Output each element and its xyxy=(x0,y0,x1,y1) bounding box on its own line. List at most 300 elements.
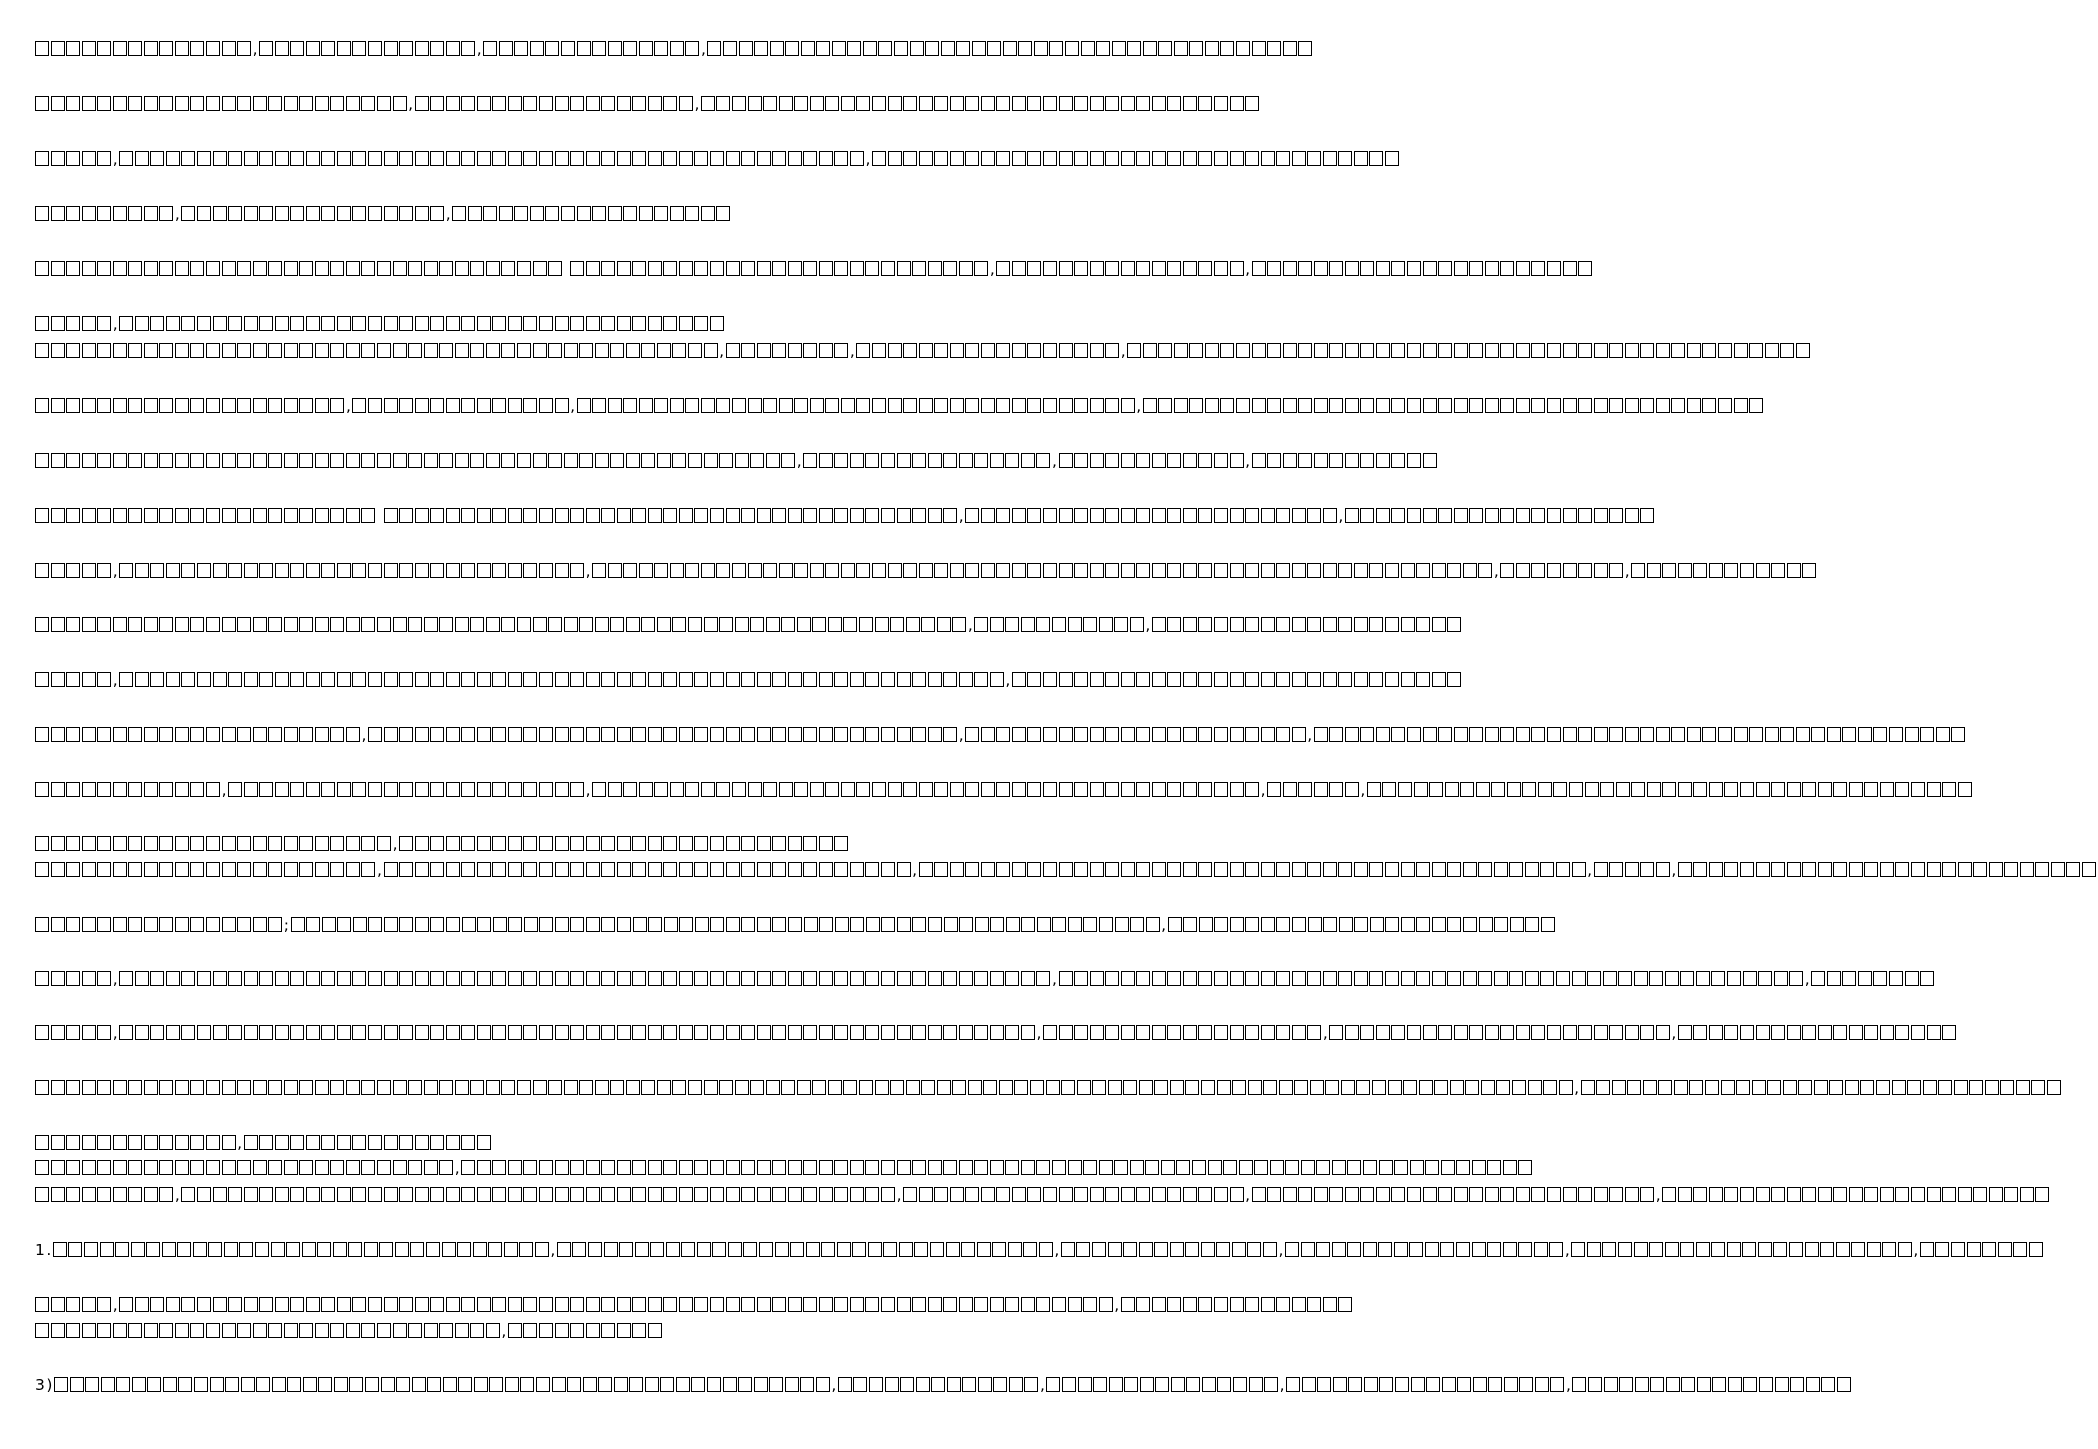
missing-glyph xyxy=(1314,782,1328,797)
missing-glyph xyxy=(1796,343,1810,358)
missing-glyph xyxy=(206,1135,220,1150)
missing-glyph xyxy=(1230,971,1244,986)
missing-glyph xyxy=(579,1080,593,1095)
missing-glyph xyxy=(579,453,593,468)
missing-glyph xyxy=(716,206,730,221)
missing-glyph xyxy=(772,1160,786,1175)
missing-glyph xyxy=(35,41,49,56)
missing-glyph xyxy=(1276,727,1290,742)
missing-glyph xyxy=(97,563,111,578)
missing-glyph xyxy=(2000,1080,2014,1095)
missing-glyph xyxy=(268,1080,282,1095)
missing-glyph xyxy=(1845,1080,1859,1095)
missing-glyph xyxy=(1314,1187,1328,1202)
missing-glyph xyxy=(228,206,242,221)
missing-glyph xyxy=(197,672,211,687)
missing-glyph xyxy=(865,971,879,986)
missing-glyph xyxy=(679,316,693,331)
missing-glyph xyxy=(1454,261,1468,276)
missing-glyph xyxy=(950,782,964,797)
missing-glyph xyxy=(1702,343,1716,358)
missing-glyph xyxy=(1105,1187,1119,1202)
missing-glyph xyxy=(446,782,460,797)
missing-glyph xyxy=(648,1025,662,1040)
missing-glyph xyxy=(1463,917,1477,932)
missing-glyph xyxy=(455,1080,469,1095)
missing-glyph xyxy=(523,1297,537,1312)
missing-glyph xyxy=(555,1323,569,1338)
text-line xyxy=(35,1374,1571,1396)
missing-glyph xyxy=(872,398,886,413)
missing-glyph xyxy=(821,1242,835,1257)
missing-glyph xyxy=(97,836,111,851)
missing-glyph xyxy=(803,727,817,742)
missing-glyph xyxy=(128,617,142,632)
missing-glyph xyxy=(781,453,795,468)
missing-glyph xyxy=(330,343,344,358)
missing-glyph xyxy=(51,1323,65,1338)
missing-glyph xyxy=(1969,1080,1983,1095)
missing-glyph xyxy=(1509,862,1523,877)
missing-glyph xyxy=(772,151,786,166)
missing-glyph xyxy=(654,41,668,56)
missing-glyph xyxy=(803,508,817,523)
missing-glyph xyxy=(586,1323,600,1338)
missing-glyph xyxy=(66,316,80,331)
missing-glyph xyxy=(1445,782,1459,797)
missing-glyph xyxy=(1525,917,1539,932)
missing-glyph xyxy=(626,343,640,358)
missing-glyph xyxy=(175,1135,189,1150)
text-line xyxy=(35,505,1344,527)
missing-glyph xyxy=(555,862,569,877)
missing-glyph xyxy=(779,398,793,413)
missing-glyph xyxy=(508,398,522,413)
missing-glyph xyxy=(384,1135,398,1150)
missing-glyph xyxy=(1674,1080,1688,1095)
missing-glyph xyxy=(1432,862,1446,877)
missing-glyph xyxy=(424,1160,438,1175)
missing-glyph xyxy=(772,1187,786,1202)
missing-glyph xyxy=(883,1242,897,1257)
missing-glyph xyxy=(1276,1297,1290,1312)
missing-glyph xyxy=(1354,672,1368,687)
missing-glyph xyxy=(1152,862,1166,877)
missing-glyph xyxy=(1338,151,1352,166)
missing-glyph xyxy=(788,343,802,358)
missing-glyph xyxy=(1198,261,1212,276)
missing-glyph xyxy=(228,1025,242,1040)
missing-glyph xyxy=(741,1187,755,1202)
missing-glyph xyxy=(128,862,142,877)
missing-glyph xyxy=(1364,1377,1378,1392)
missing-glyph xyxy=(97,1297,111,1312)
missing-glyph xyxy=(97,862,111,877)
missing-glyph xyxy=(461,316,475,331)
missing-glyph xyxy=(1447,563,1461,578)
missing-glyph xyxy=(275,1025,289,1040)
missing-glyph xyxy=(1927,1025,1941,1040)
missing-glyph xyxy=(1314,343,1328,358)
missing-glyph xyxy=(1479,917,1493,932)
missing-glyph xyxy=(82,727,96,742)
missing-glyph xyxy=(222,1160,236,1175)
missing-glyph xyxy=(361,508,375,523)
missing-glyph xyxy=(623,206,637,221)
missing-glyph xyxy=(131,1242,145,1257)
missing-glyph xyxy=(555,1160,569,1175)
missing-glyph xyxy=(819,453,833,468)
missing-glyph xyxy=(430,206,444,221)
missing-glyph xyxy=(810,782,824,797)
missing-glyph xyxy=(1123,1242,1137,1257)
missing-glyph xyxy=(741,727,755,742)
missing-glyph xyxy=(1108,1080,1122,1095)
missing-glyph xyxy=(881,1187,895,1202)
missing-glyph xyxy=(579,343,593,358)
missing-glyph xyxy=(1367,782,1381,797)
missing-glyph xyxy=(1345,343,1359,358)
missing-glyph xyxy=(1864,1187,1878,1202)
missing-glyph xyxy=(1429,782,1443,797)
missing-glyph xyxy=(1372,1080,1386,1095)
missing-glyph xyxy=(181,1297,195,1312)
missing-glyph xyxy=(473,1242,487,1257)
missing-glyph xyxy=(190,1323,204,1338)
missing-glyph xyxy=(1927,862,1941,877)
missing-glyph xyxy=(461,508,475,523)
missing-glyph xyxy=(1090,1025,1104,1040)
missing-glyph xyxy=(1092,1080,1106,1095)
missing-glyph xyxy=(1261,563,1275,578)
missing-glyph xyxy=(710,672,724,687)
text-char xyxy=(564,258,569,280)
missing-glyph xyxy=(492,96,506,111)
missing-glyph xyxy=(1989,862,2003,877)
missing-glyph xyxy=(1563,343,1577,358)
missing-glyph xyxy=(477,151,491,166)
missing-glyph xyxy=(66,727,80,742)
missing-glyph xyxy=(181,151,195,166)
missing-glyph xyxy=(872,343,886,358)
missing-glyph xyxy=(704,1080,718,1095)
missing-glyph xyxy=(1214,971,1228,986)
missing-glyph xyxy=(648,672,662,687)
missing-glyph xyxy=(84,1242,98,1257)
missing-glyph xyxy=(685,206,699,221)
missing-glyph xyxy=(368,1297,382,1312)
missing-glyph xyxy=(377,1323,391,1338)
missing-glyph xyxy=(128,1135,142,1150)
missing-glyph xyxy=(268,398,282,413)
missing-glyph xyxy=(1787,563,1801,578)
missing-glyph xyxy=(679,261,693,276)
missing-glyph xyxy=(732,96,746,111)
missing-glyph xyxy=(788,836,802,851)
missing-glyph xyxy=(1136,1025,1150,1040)
missing-glyph xyxy=(1168,917,1182,932)
missing-glyph xyxy=(781,1080,795,1095)
missing-glyph xyxy=(726,672,740,687)
missing-glyph xyxy=(1920,727,1934,742)
missing-glyph xyxy=(284,96,298,111)
missing-glyph xyxy=(1818,862,1832,877)
missing-glyph xyxy=(912,261,926,276)
missing-glyph xyxy=(461,398,475,413)
missing-glyph xyxy=(393,343,407,358)
missing-glyph xyxy=(1634,1242,1648,1257)
missing-glyph xyxy=(430,316,444,331)
missing-glyph xyxy=(763,563,777,578)
missing-glyph xyxy=(253,1323,267,1338)
missing-glyph xyxy=(539,1323,553,1338)
missing-glyph xyxy=(399,206,413,221)
missing-glyph xyxy=(443,1377,457,1392)
missing-glyph xyxy=(1882,1242,1896,1257)
missing-glyph xyxy=(919,96,933,111)
missing-glyph xyxy=(1401,672,1415,687)
missing-glyph xyxy=(275,1297,289,1312)
missing-glyph xyxy=(1765,343,1779,358)
missing-glyph xyxy=(685,398,699,413)
missing-glyph xyxy=(1052,917,1066,932)
missing-glyph xyxy=(1230,508,1244,523)
missing-glyph xyxy=(1572,1377,1586,1392)
missing-glyph xyxy=(1423,508,1437,523)
missing-glyph xyxy=(461,151,475,166)
missing-glyph xyxy=(1283,1187,1297,1202)
missing-glyph xyxy=(750,453,764,468)
missing-glyph xyxy=(1307,617,1321,632)
missing-glyph xyxy=(430,862,444,877)
missing-glyph xyxy=(865,727,879,742)
missing-glyph xyxy=(834,971,848,986)
missing-glyph xyxy=(961,1242,975,1257)
missing-glyph xyxy=(306,782,320,797)
missing-glyph xyxy=(1798,1080,1812,1095)
missing-glyph xyxy=(1771,862,1785,877)
missing-glyph xyxy=(1423,727,1437,742)
missing-glyph xyxy=(337,782,351,797)
missing-glyph xyxy=(1329,1025,1343,1040)
missing-glyph xyxy=(306,971,320,986)
missing-glyph xyxy=(2029,1242,2043,1257)
missing-glyph xyxy=(1469,508,1483,523)
missing-glyph xyxy=(222,1323,236,1338)
missing-glyph xyxy=(555,508,569,523)
missing-glyph xyxy=(35,1297,49,1312)
missing-glyph xyxy=(1602,1242,1616,1257)
missing-glyph xyxy=(268,1160,282,1175)
missing-glyph xyxy=(1264,1377,1278,1392)
missing-glyph xyxy=(735,1080,749,1095)
missing-glyph xyxy=(676,1377,690,1392)
missing-glyph xyxy=(910,41,924,56)
missing-glyph xyxy=(601,836,615,851)
missing-glyph xyxy=(1354,563,1368,578)
missing-glyph xyxy=(244,1187,258,1202)
missing-glyph xyxy=(1600,782,1614,797)
missing-glyph xyxy=(1724,1187,1738,1202)
missing-glyph xyxy=(241,1377,255,1392)
missing-glyph xyxy=(819,1160,833,1175)
missing-glyph xyxy=(361,343,375,358)
missing-glyph xyxy=(1478,563,1492,578)
missing-glyph xyxy=(875,617,889,632)
missing-glyph xyxy=(626,453,640,468)
missing-glyph xyxy=(1012,727,1026,742)
missing-glyph xyxy=(1323,862,1337,877)
missing-glyph xyxy=(885,1377,899,1392)
missing-glyph xyxy=(113,453,127,468)
missing-glyph xyxy=(1796,727,1810,742)
missing-glyph xyxy=(330,96,344,111)
missing-glyph xyxy=(1616,782,1630,797)
missing-glyph xyxy=(1105,343,1119,358)
missing-glyph xyxy=(617,261,631,276)
missing-glyph xyxy=(178,1377,192,1392)
missing-glyph xyxy=(539,96,553,111)
missing-glyph xyxy=(1189,343,1203,358)
text-char: , xyxy=(1036,1024,1042,1042)
missing-glyph xyxy=(361,453,375,468)
missing-glyph xyxy=(586,151,600,166)
missing-glyph xyxy=(619,1242,633,1257)
missing-glyph xyxy=(1302,1377,1316,1392)
missing-glyph xyxy=(415,41,429,56)
missing-glyph xyxy=(757,508,771,523)
missing-glyph xyxy=(539,917,553,932)
missing-glyph xyxy=(330,398,344,413)
missing-glyph xyxy=(119,1297,133,1312)
missing-glyph xyxy=(253,508,267,523)
missing-glyph xyxy=(1500,1187,1514,1202)
missing-glyph xyxy=(492,836,506,851)
missing-glyph xyxy=(1152,563,1166,578)
missing-glyph xyxy=(239,1242,253,1257)
missing-glyph xyxy=(916,1377,930,1392)
missing-glyph xyxy=(66,1135,80,1150)
missing-glyph xyxy=(888,782,902,797)
missing-glyph xyxy=(1391,508,1405,523)
missing-glyph xyxy=(1438,398,1452,413)
missing-glyph xyxy=(663,508,677,523)
missing-glyph xyxy=(399,1297,413,1312)
text-line xyxy=(35,313,990,335)
missing-glyph xyxy=(648,917,662,932)
missing-glyph xyxy=(163,1377,177,1392)
missing-glyph xyxy=(608,563,622,578)
missing-glyph xyxy=(346,261,360,276)
missing-glyph xyxy=(850,862,864,877)
missing-glyph xyxy=(1711,971,1725,986)
missing-glyph xyxy=(430,782,444,797)
missing-glyph xyxy=(701,563,715,578)
missing-glyph xyxy=(697,1242,711,1257)
missing-glyph xyxy=(1198,453,1212,468)
missing-glyph xyxy=(1394,1160,1408,1175)
missing-glyph xyxy=(253,1080,267,1095)
missing-glyph xyxy=(1756,862,1770,877)
text-char: , xyxy=(1136,397,1142,415)
missing-glyph xyxy=(1403,1080,1417,1095)
missing-glyph xyxy=(1666,1377,1680,1392)
missing-glyph xyxy=(1167,1025,1181,1040)
missing-glyph xyxy=(701,782,715,797)
missing-glyph xyxy=(1942,1187,1956,1202)
missing-glyph xyxy=(1012,343,1026,358)
missing-glyph xyxy=(1354,151,1368,166)
missing-glyph xyxy=(1339,917,1353,932)
missing-glyph xyxy=(2051,862,2065,877)
missing-glyph xyxy=(399,1025,413,1040)
missing-glyph xyxy=(517,617,531,632)
missing-glyph xyxy=(519,1242,533,1257)
missing-glyph xyxy=(330,453,344,468)
missing-glyph xyxy=(710,508,724,523)
missing-glyph xyxy=(648,727,662,742)
missing-glyph xyxy=(670,398,684,413)
missing-glyph xyxy=(1609,398,1623,413)
missing-glyph xyxy=(1469,727,1483,742)
missing-glyph xyxy=(990,617,1004,632)
missing-glyph xyxy=(757,1025,771,1040)
missing-glyph xyxy=(850,453,864,468)
missing-glyph xyxy=(981,151,995,166)
missing-glyph xyxy=(1556,862,1570,877)
missing-glyph xyxy=(819,971,833,986)
missing-glyph xyxy=(206,862,220,877)
missing-glyph xyxy=(1478,862,1492,877)
missing-glyph xyxy=(330,617,344,632)
missing-glyph xyxy=(206,617,220,632)
missing-glyph xyxy=(1549,1242,1563,1257)
missing-glyph xyxy=(1923,1080,1937,1095)
missing-glyph xyxy=(1756,563,1770,578)
missing-glyph xyxy=(763,398,777,413)
missing-glyph xyxy=(1292,563,1306,578)
missing-glyph xyxy=(1612,1080,1626,1095)
missing-glyph xyxy=(754,41,768,56)
missing-glyph xyxy=(508,96,522,111)
missing-glyph xyxy=(337,563,351,578)
missing-glyph xyxy=(1742,1242,1756,1257)
missing-glyph xyxy=(974,971,988,986)
missing-glyph xyxy=(1076,1242,1090,1257)
missing-glyph xyxy=(51,508,65,523)
missing-glyph xyxy=(399,971,413,986)
missing-glyph xyxy=(1105,672,1119,687)
missing-glyph xyxy=(523,1187,537,1202)
missing-glyph xyxy=(486,453,500,468)
document-page xyxy=(35,0,1919,1449)
missing-glyph xyxy=(51,343,65,358)
missing-glyph xyxy=(1074,96,1088,111)
missing-glyph xyxy=(51,1080,65,1095)
missing-glyph xyxy=(1005,1025,1019,1040)
text-char: , xyxy=(1913,1241,1919,1259)
missing-glyph xyxy=(757,672,771,687)
missing-glyph xyxy=(592,206,606,221)
missing-glyph xyxy=(899,1242,913,1257)
missing-glyph xyxy=(337,1135,351,1150)
missing-glyph xyxy=(424,1080,438,1095)
missing-glyph xyxy=(97,672,111,687)
missing-glyph xyxy=(788,1187,802,1202)
missing-glyph xyxy=(1395,1377,1409,1392)
missing-glyph xyxy=(150,151,164,166)
missing-glyph xyxy=(446,971,460,986)
